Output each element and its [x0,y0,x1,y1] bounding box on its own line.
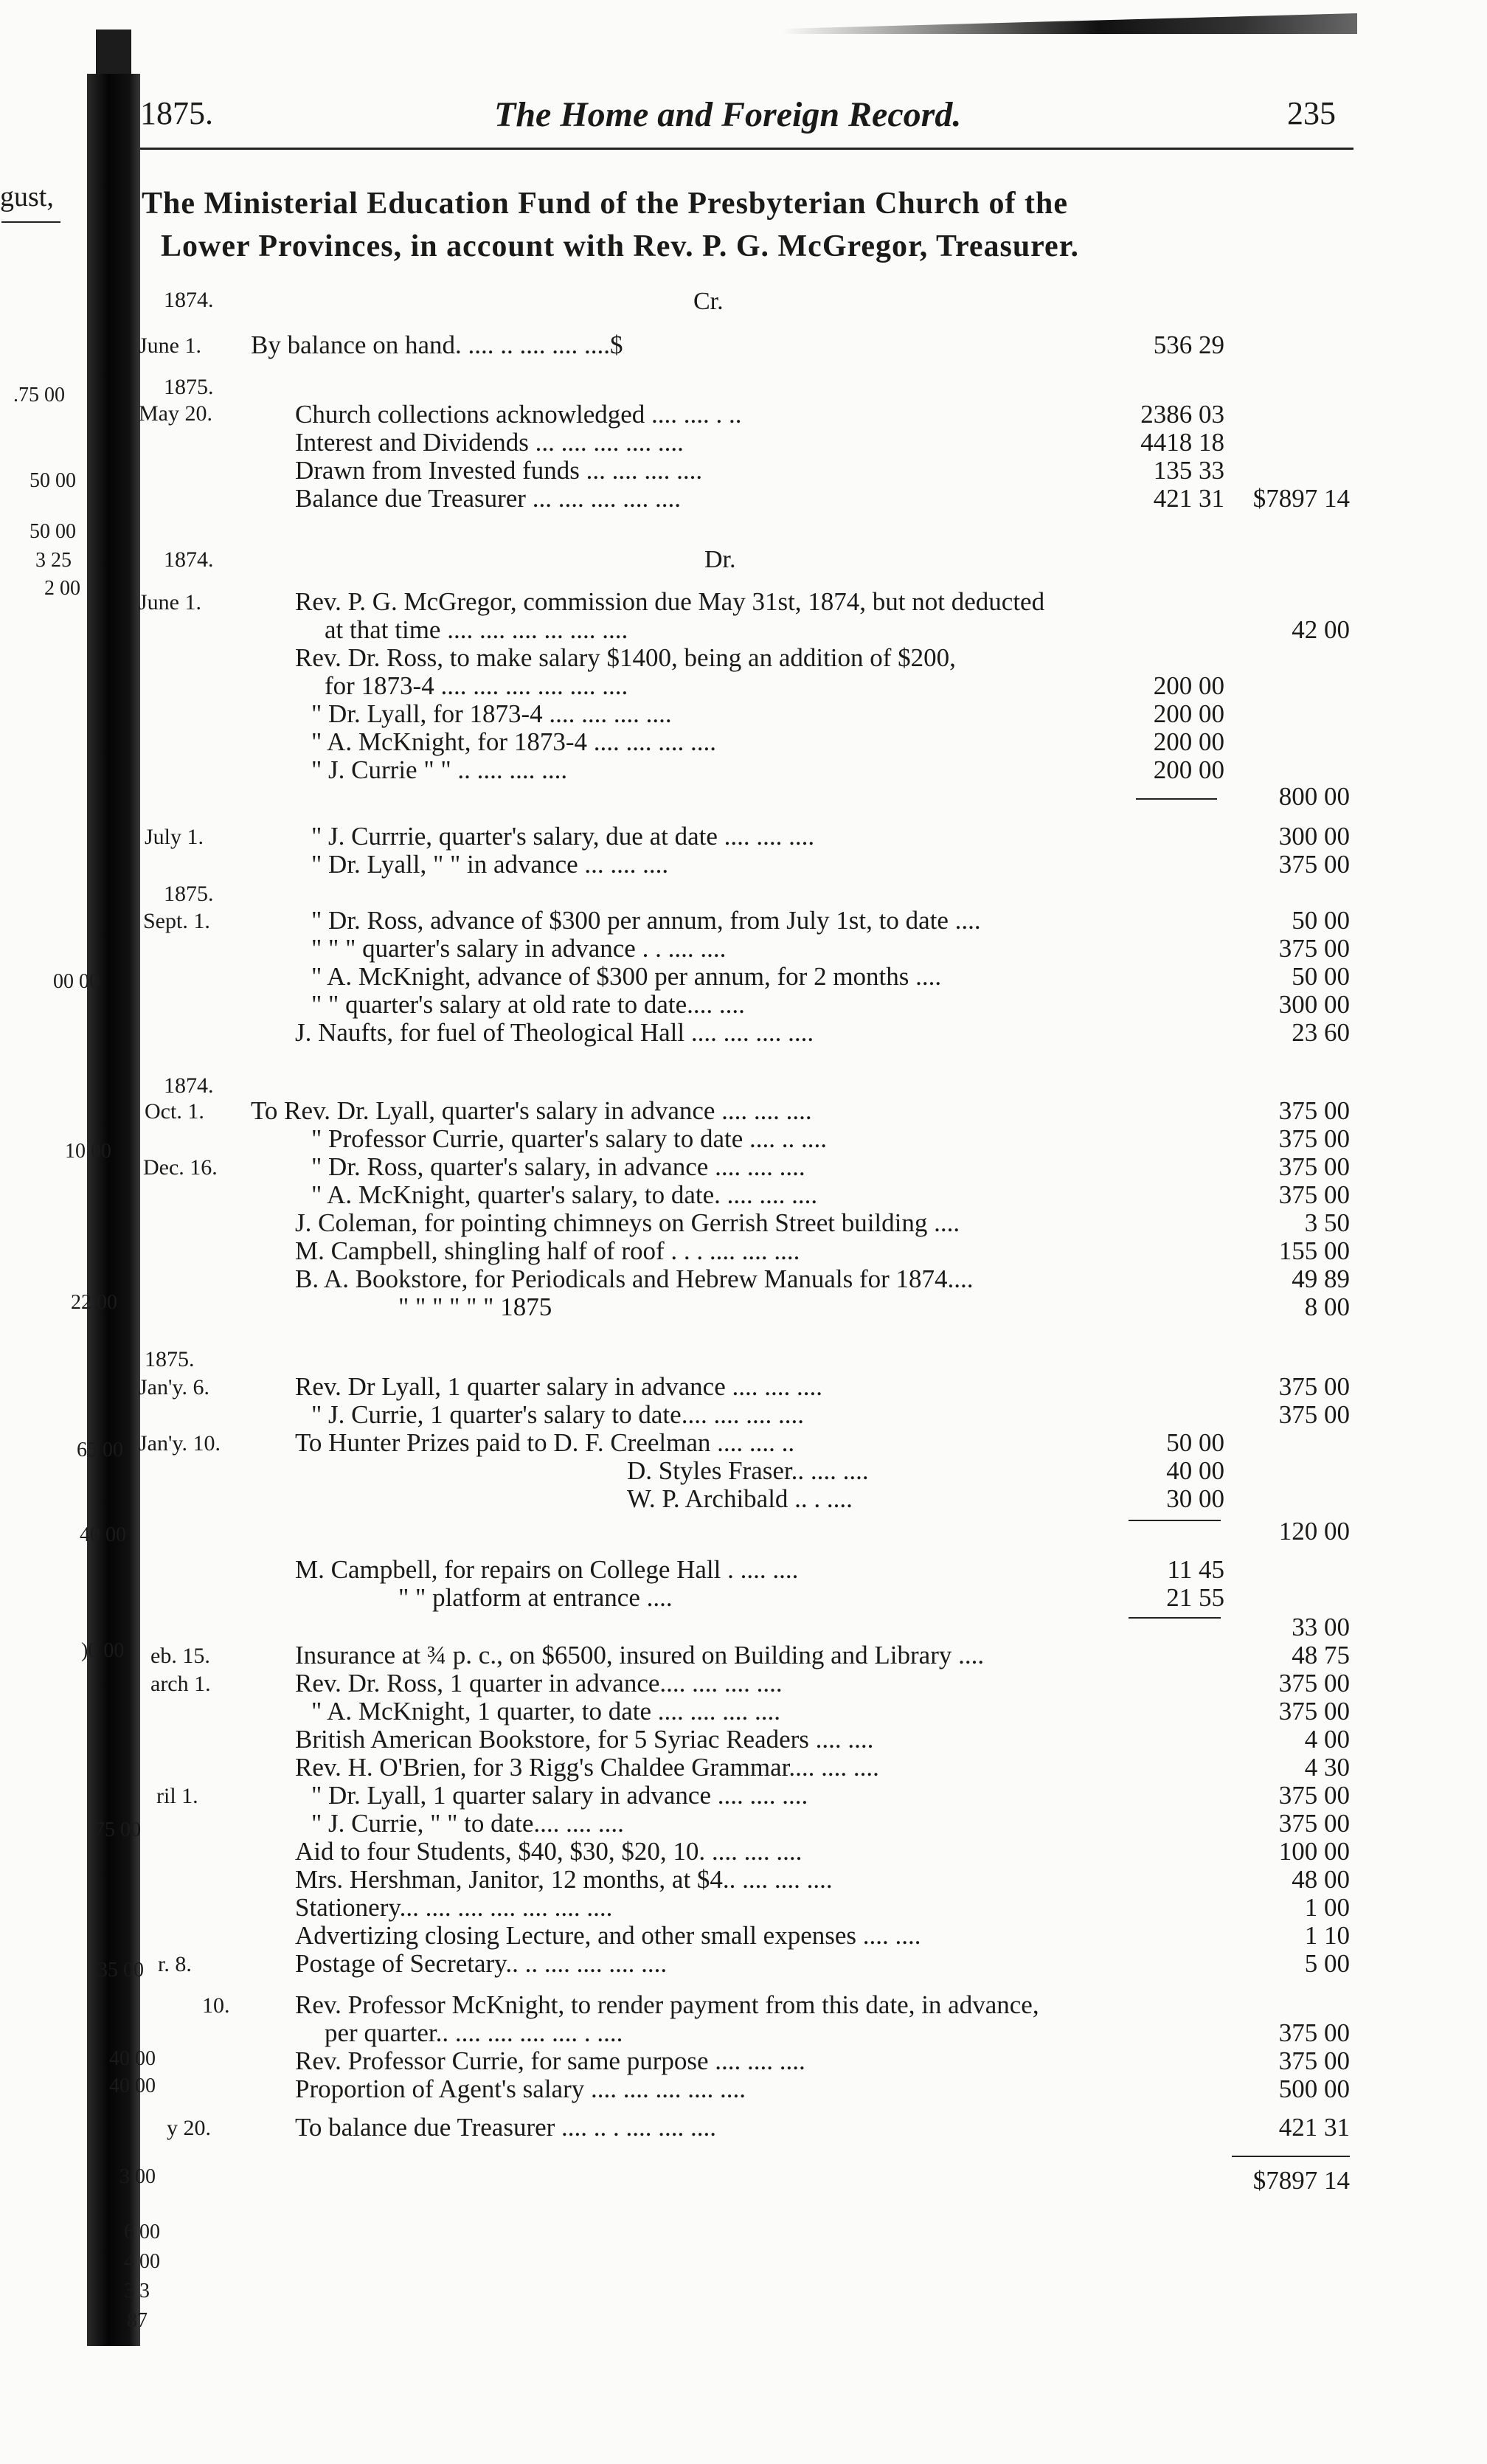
debit-amount: 4 30 [1304,1753,1350,1782]
credit-date2: May 20. [139,401,212,426]
credit-label: Cr. [693,288,724,315]
debit-year: 1874. [164,547,214,572]
debit-line: " Dr. Lyall, 1 quarter salary in advance .... .... .... [311,1781,808,1810]
debit-amount: 421 31 [1278,2113,1350,2142]
debit-line: Proportion of Agent's salary .... .... .... .... .... [295,2074,746,2103]
debit-amount: 375 00 [1278,934,1350,963]
debit-line: " Dr. Lyall, " " in advance ... .... .... [311,850,669,879]
debit-line: " Dr. Ross, quarter's salary, in advance .... .... .... [311,1152,805,1181]
debit-amount: 50 00 [1292,906,1350,935]
subtotal-rule [1129,1520,1221,1521]
debit-amount: 23 60 [1292,1018,1350,1047]
debit-amount: 300 00 [1278,990,1350,1019]
debit-line: Aid to four Students, $40, $30, $20, 10. .... .... .... [295,1837,803,1866]
debit-amount: 5 00 [1304,1949,1350,1978]
debit-amount: 11 45 [1167,1555,1224,1584]
credit-item-label: Interest and Dividends ... .... .... .... .... [295,428,684,457]
debit-amount: 40 00 [1166,1456,1224,1485]
debit-amount: 48 00 [1292,1865,1350,1894]
debit-line: D. Styles Fraser.. .... .... [627,1456,869,1485]
subtotal-rule [1136,798,1217,800]
opening-balance-amount: 536 29 [1153,331,1224,359]
debit-amount: 1 10 [1304,1921,1350,1950]
margin-mark: 87 [127,2309,148,2332]
debit-amount: 200 00 [1153,755,1224,784]
margin-mark: 50 00 [30,469,76,492]
debit-date: Sept. 1. [143,909,210,933]
debit-line: " A. McKnight, 1 quarter, to date .... .... .... .... [311,1697,780,1726]
margin-rule [1,221,60,223]
debit-line: Stationery... .... .... .... .... .... .... [295,1893,613,1922]
account-title-line1: The Ministerial Education Fund of the Presbyterian Church of the [142,187,1068,221]
debit-line: Rev. Professor Currie, for same purpose .... .... .... [295,2046,805,2075]
page-number: 235 [1287,95,1336,131]
debit-date: Jan'y. 10. [139,1431,221,1456]
debit-line: " Professor Currie, quarter's salary to date .... .. .... [311,1124,828,1153]
debit-amount: 375 00 [1278,1781,1350,1810]
credit-item-amount: 135 33 [1153,456,1224,485]
header-rule [140,148,1353,150]
debit-line: Insurance at ¾ p. c., on $6500, insured on Building and Library .... [295,1641,985,1669]
debit-line: British American Bookstore, for 5 Syriac Readers .... .... [295,1725,874,1754]
margin-mark: )0 00 [81,1639,125,1662]
debit-line: " " " quarter's salary in advance . . .... .... [311,934,727,963]
margin-mark: 10 00 [65,1140,111,1163]
debit-date: arch 1. [150,1672,211,1696]
margin-mark: 00 00 [53,970,100,993]
debit-line: Rev. Professor McKnight, to render payment from this date, in advance, [295,1990,1039,2019]
debit-line: Rev. Dr. Ross, 1 quarter in advance.... .... .... .... [295,1669,783,1698]
debit-subtotal: 33 00 [1292,1613,1350,1641]
margin-mark: 3 3 [124,2280,150,2302]
margin-mark: 4 00 [124,2250,160,2273]
debit-year: 1875. [145,1347,195,1371]
credit-item-label: Church collections acknowledged .... .... . .. [295,400,742,429]
debit-amount: 49 89 [1292,1264,1350,1293]
debit-line: " A. McKnight, advance of $300 per annum, for 2 months .... [311,962,942,991]
debit-subtotal: 120 00 [1278,1517,1350,1546]
debit-amount: 375 00 [1278,1096,1350,1125]
debit-amount: 8 00 [1304,1292,1350,1321]
debit-amount: 200 00 [1153,671,1224,700]
binding-shadow [87,74,140,2346]
margin-mark: 40 00 [109,2047,156,2070]
debit-line: Rev. Dr Lyall, 1 quarter salary in advance .... .... .... [295,1372,823,1401]
debit-date: r. 8. [158,1952,192,1976]
debit-line: M. Campbell, for repairs on College Hall . .... .... [295,1555,799,1584]
debit-line: at that time .... .... .... ... .... .... [325,615,628,644]
debit-line: W. P. Archibald .. . .... [627,1484,853,1513]
debit-line: " J. Currie, 1 quarter's salary to date.... .... .... .... [311,1400,804,1429]
header-year: 1875. [140,95,213,131]
margin-mark: .75 00 [13,384,65,406]
debit-line: for 1873-4 .... .... .... .... .... .... [325,671,628,700]
debit-subtotal: 800 00 [1278,782,1350,811]
debit-amount: 200 00 [1153,727,1224,756]
debit-amount: 375 00 [1278,1809,1350,1838]
debit-amount: 375 00 [1278,1372,1350,1401]
debit-date: ril 1. [156,1784,198,1808]
margin-mark: 6 00 [124,2221,160,2243]
debit-line: Rev. P. G. McGregor, commission due May 31st, 1874, but not deducted [295,587,1045,616]
debit-line: " J. Currie " " .. .... .... .... [311,755,568,784]
margin-mark: 65 00 [77,1439,123,1461]
debit-line: Rev. H. O'Brien, for 3 Rigg's Chaldee Grammar.... .... .... [295,1753,879,1782]
debit-amount: 50 00 [1292,962,1350,991]
debit-amount: 375 00 [1278,1669,1350,1698]
debit-line: M. Campbell, shingling half of roof . . . .... .... .... [295,1236,800,1265]
debit-line: Postage of Secretary.. .. .... .... .... .... [295,1949,668,1978]
debit-grand-total: $7897 14 [1252,2166,1350,2195]
debit-date: eb. 15. [150,1644,210,1668]
debit-line: Advertizing closing Lecture, and other small expenses .... .... [295,1921,921,1950]
debit-amount: 21 55 [1166,1583,1224,1612]
debit-line: J. Coleman, for pointing chimneys on Gerrish Street building .... [295,1208,960,1237]
debit-amount: 30 00 [1166,1484,1224,1513]
margin-mark: 50 00 [30,520,76,543]
margin-mark: 3 25 [35,549,72,572]
journal-title: The Home and Foreign Record. [494,95,962,134]
margin-mark: 35 00 [97,1959,144,1982]
debit-amount: 375 00 [1278,1400,1350,1429]
debit-date: July 1. [145,825,204,849]
credit-year: 1874. [164,288,214,312]
subtotal-rule [1129,1617,1221,1619]
debit-date: 10. [202,1993,230,2018]
debit-amount: 50 00 [1166,1428,1224,1457]
debit-amount: 375 00 [1278,2018,1350,2047]
debit-amount: 375 00 [1278,1697,1350,1726]
debit-line: " J. Currrie, quarter's salary, due at date .... .... .... [311,822,815,851]
credit-year2: 1875. [164,375,214,399]
debit-line: To balance due Treasurer .... .. . .... .... .... [295,2113,717,2142]
margin-mark: 3 00 [119,2165,156,2188]
debit-amount: 4 00 [1304,1725,1350,1754]
debit-line: Rev. Dr. Ross, to make salary $1400, being an addition of $200, [295,643,956,672]
debit-amount: 375 00 [1278,1180,1350,1209]
debit-amount: 375 00 [1278,2046,1350,2075]
debit-amount: 200 00 [1153,699,1224,728]
debit-label: Dr. [704,546,736,573]
scan-smear [782,13,1357,34]
credit-item-label: Balance due Treasurer ... .... .... .... .... [295,484,681,513]
debit-line: " A. McKnight, quarter's salary, to date. .... .... .... [311,1180,818,1209]
margin-mark: 2 00 [44,577,80,600]
debit-line: To Hunter Prizes paid to D. F. Creelman .... .... .. [295,1428,795,1457]
credit-item-amount: 421 31 [1153,484,1224,513]
credit-date: June 1. [139,333,201,358]
debit-amount: 375 00 [1278,1124,1350,1153]
margin-word: gust, [0,181,54,212]
debit-line: " Dr. Ross, advance of $300 per annum, from July 1st, to date .... [311,906,981,935]
debit-amount: 300 00 [1278,822,1350,851]
debit-amount: 375 00 [1278,850,1350,879]
debit-line: " J. Currie, " " to date.... .... .... [311,1809,624,1838]
debit-amount: 42 00 [1292,615,1350,644]
debit-amount: 48 75 [1292,1641,1350,1669]
credit-total: $7897 14 [1252,484,1350,513]
debit-line: " Dr. Lyall, for 1873-4 .... .... .... .... [311,699,672,728]
debit-date: Oct. 1. [145,1099,204,1124]
debit-line: To Rev. Dr. Lyall, quarter's salary in advance .... .... .... [251,1096,812,1125]
debit-amount: 100 00 [1278,1837,1350,1866]
total-rule [1232,2156,1350,2157]
debit-amount: 500 00 [1278,2074,1350,2103]
debit-line: B. A. Bookstore, for Periodicals and Hebrew Manuals for 1874.... [295,1264,974,1293]
credit-item-amount: 4418 18 [1140,428,1224,457]
debit-amount: 3 50 [1304,1208,1350,1237]
debit-year: 1874. [164,1073,214,1098]
debit-line: " A. McKnight, for 1873-4 .... .... .... .... [311,727,716,756]
margin-mark: 40 00 [80,1523,126,1546]
credit-item-amount: 2386 03 [1140,400,1224,429]
debit-line: " " quarter's salary at old rate to date.... .... [311,990,745,1019]
debit-date: y 20. [167,2116,211,2140]
debit-date: June 1. [139,590,201,615]
account-title-line2: Lower Provinces, in account with Rev. P. G. McGregor, Treasurer. [161,229,1079,263]
debit-amount: 1 00 [1304,1893,1350,1922]
debit-year: 1875. [164,882,214,906]
debit-amount: 375 00 [1278,1152,1350,1181]
debit-line: Mrs. Hershman, Janitor, 12 months, at $4.. .... .... .... [295,1865,833,1894]
credit-item-label: Drawn from Invested funds ... .... .... .... [295,456,703,485]
debit-amount: 155 00 [1278,1236,1350,1265]
margin-mark: 75 00 [94,1818,141,1841]
debit-line: " " " " " " 1875 [398,1292,552,1321]
debit-line: " " platform at entrance .... [398,1583,673,1612]
margin-mark: 40 00 [109,2074,156,2097]
margin-mark: 22 00 [71,1291,117,1314]
debit-date: Jan'y. 6. [139,1375,209,1399]
opening-balance-label: By balance on hand. .... .. .... .... ....$ [251,331,623,359]
debit-line: J. Naufts, for fuel of Theological Hall .... .... .... .... [295,1018,814,1047]
debit-date: Dec. 16. [143,1155,218,1180]
debit-line: per quarter.. .... .... .... .... . .... [325,2018,623,2047]
